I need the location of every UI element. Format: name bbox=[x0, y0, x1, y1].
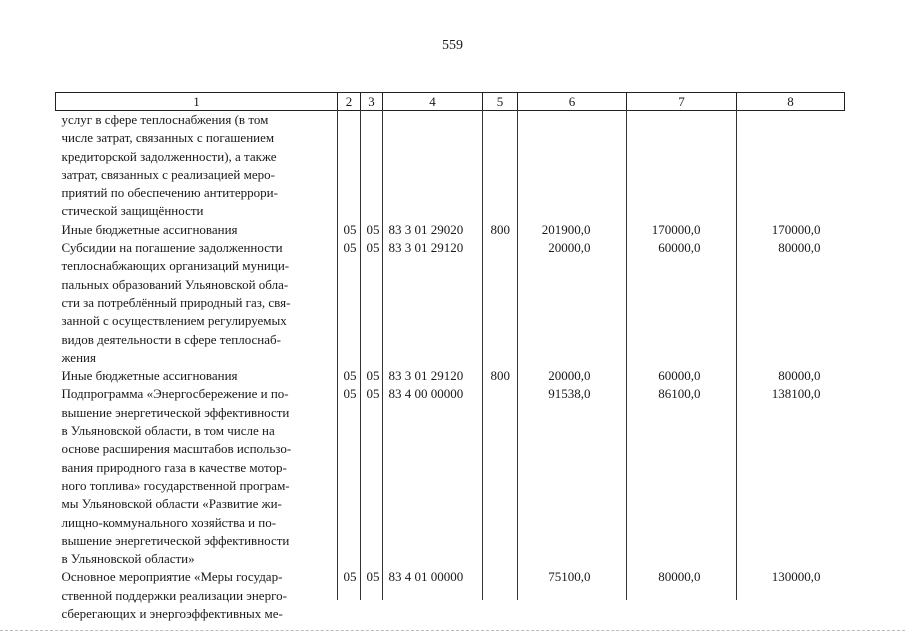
subsection-code: 05 bbox=[366, 221, 380, 237]
column-divider bbox=[360, 110, 361, 600]
description-line: стической защищённости bbox=[61, 203, 204, 219]
table-row bbox=[56, 568, 845, 623]
description-line: вышение энергетической эффективности bbox=[61, 404, 290, 420]
amount-year-1: 201900,0 bbox=[541, 221, 591, 237]
budget-table bbox=[55, 92, 845, 623]
subsection-code: 05 bbox=[366, 240, 380, 256]
subsection-code bbox=[361, 111, 383, 221]
section-code: 05 bbox=[343, 240, 357, 256]
amount-year-2: 86100,0 bbox=[658, 386, 701, 402]
column-header-7: 7 bbox=[627, 93, 737, 111]
amount-year-2: 60000,0 bbox=[658, 240, 701, 256]
amount-year-1: 75100,0 bbox=[548, 569, 591, 585]
column-header-3: 3 bbox=[361, 93, 383, 111]
section-code bbox=[338, 111, 361, 221]
row-description bbox=[56, 111, 338, 221]
column-divider bbox=[482, 110, 483, 600]
expense-type-code: 800 bbox=[490, 368, 510, 384]
page-number: 559 bbox=[442, 38, 463, 53]
table-row bbox=[56, 367, 845, 385]
target-article-code: 83 3 01 29120 bbox=[388, 240, 464, 256]
description-line: теплоснабжающих организаций муници- bbox=[61, 258, 290, 274]
amount-year-3: 80000,0 bbox=[778, 240, 821, 256]
amount-year-2 bbox=[627, 111, 737, 221]
description-line: жения bbox=[61, 349, 96, 365]
column-header-8: 8 bbox=[737, 93, 845, 111]
amount-year-3 bbox=[737, 111, 845, 221]
description-line: вания природного газа в качестве мотор- bbox=[61, 459, 287, 475]
table-row bbox=[56, 221, 845, 239]
description-line: Иные бюджетные ассигнования bbox=[61, 368, 238, 384]
description-line: ственной поддержки реализации энерго- bbox=[61, 587, 287, 603]
budget-table-wrapper bbox=[55, 92, 844, 623]
description-line: приятий по обеспечению антитеррори- bbox=[61, 185, 278, 201]
column-header-5: 5 bbox=[483, 93, 518, 111]
description-line: видов деятельности в сфере теплоснаб- bbox=[61, 331, 281, 347]
row-description bbox=[56, 221, 338, 239]
table-row bbox=[56, 385, 845, 568]
description-line: пальных образований Ульяновской обла- bbox=[61, 276, 289, 292]
row-description bbox=[56, 367, 338, 385]
column-divider bbox=[337, 110, 338, 600]
subsection-code: 05 bbox=[366, 386, 380, 402]
row-description bbox=[56, 568, 338, 623]
description-line: вышение энергетической эффективности bbox=[61, 532, 290, 548]
table-row bbox=[56, 239, 845, 367]
target-article-code: 83 4 01 00000 bbox=[388, 569, 464, 585]
description-line: Иные бюджетные ассигнования bbox=[61, 221, 238, 237]
description-line: лищно-коммунального хозяйства и по- bbox=[61, 514, 277, 530]
column-header-1: 1 bbox=[56, 93, 338, 111]
description-line: мы Ульяновской области «Развитие жи- bbox=[61, 496, 282, 512]
section-code: 05 bbox=[343, 569, 357, 585]
description-line: в Ульяновской области, в том числе на bbox=[61, 423, 275, 439]
row-description bbox=[56, 239, 338, 367]
description-line: сберегающих и энергоэффективных ме- bbox=[61, 606, 283, 622]
description-line: затрат, связанных с реализацией меро- bbox=[61, 166, 275, 182]
table-header-row bbox=[56, 93, 845, 111]
amount-year-1 bbox=[518, 111, 627, 221]
column-divider bbox=[626, 110, 627, 600]
target-article-code: 83 3 01 29120 bbox=[388, 368, 464, 384]
table-row bbox=[56, 111, 845, 221]
description-line: в Ульяновской области» bbox=[61, 551, 195, 567]
description-line: услуг в сфере теплоснабжения (в том bbox=[61, 112, 269, 127]
description-line: Основное мероприятие «Меры государ- bbox=[61, 569, 283, 585]
section-code: 05 bbox=[343, 368, 357, 384]
subsection-code: 05 bbox=[366, 368, 380, 384]
amount-year-1: 20000,0 bbox=[548, 368, 591, 384]
expense-type-code bbox=[483, 568, 518, 623]
page-bottom-edge bbox=[0, 630, 905, 631]
description-line: сти за потреблённый природный газ, свя- bbox=[61, 294, 291, 310]
amount-year-3: 130000,0 bbox=[771, 569, 821, 585]
column-divider bbox=[382, 110, 383, 600]
description-line: числе затрат, связанных с погашением bbox=[61, 130, 275, 146]
amount-year-2: 170000,0 bbox=[651, 221, 701, 237]
description-line: основе расширения масштабов использо- bbox=[61, 441, 292, 457]
amount-year-1: 20000,0 bbox=[548, 240, 591, 256]
amount-year-3: 138100,0 bbox=[771, 386, 821, 402]
column-divider bbox=[736, 110, 737, 600]
amount-year-3: 170000,0 bbox=[771, 221, 821, 237]
table-body bbox=[56, 111, 845, 624]
amount-year-2: 60000,0 bbox=[658, 368, 701, 384]
amount-year-1: 91538,0 bbox=[548, 386, 591, 402]
column-header-4: 4 bbox=[383, 93, 483, 111]
column-divider bbox=[517, 110, 518, 600]
section-code: 05 bbox=[343, 386, 357, 402]
column-header-6: 6 bbox=[518, 93, 627, 111]
target-article-code: 83 3 01 29020 bbox=[388, 221, 464, 237]
description-line: ного топлива» государственной програм- bbox=[61, 477, 290, 493]
expense-type-code bbox=[483, 385, 518, 568]
description-line: занной с осуществлением регулируемых bbox=[61, 313, 287, 329]
expense-type-code bbox=[483, 239, 518, 367]
expense-type-code bbox=[483, 111, 518, 221]
description-line: Субсидии на погашение задолженности bbox=[61, 240, 283, 256]
amount-year-3: 80000,0 bbox=[778, 368, 821, 384]
column-header-2: 2 bbox=[338, 93, 361, 111]
row-description bbox=[56, 385, 338, 568]
expense-type-code: 800 bbox=[490, 221, 510, 237]
description-line: кредиторской задолженности), а также bbox=[61, 148, 277, 164]
description-line: Подпрограмма «Энергосбережение и по- bbox=[61, 386, 289, 402]
subsection-code: 05 bbox=[366, 569, 380, 585]
amount-year-2: 80000,0 bbox=[658, 569, 701, 585]
target-article-code bbox=[383, 111, 483, 221]
section-code: 05 bbox=[343, 221, 357, 237]
target-article-code: 83 4 00 00000 bbox=[388, 386, 464, 402]
